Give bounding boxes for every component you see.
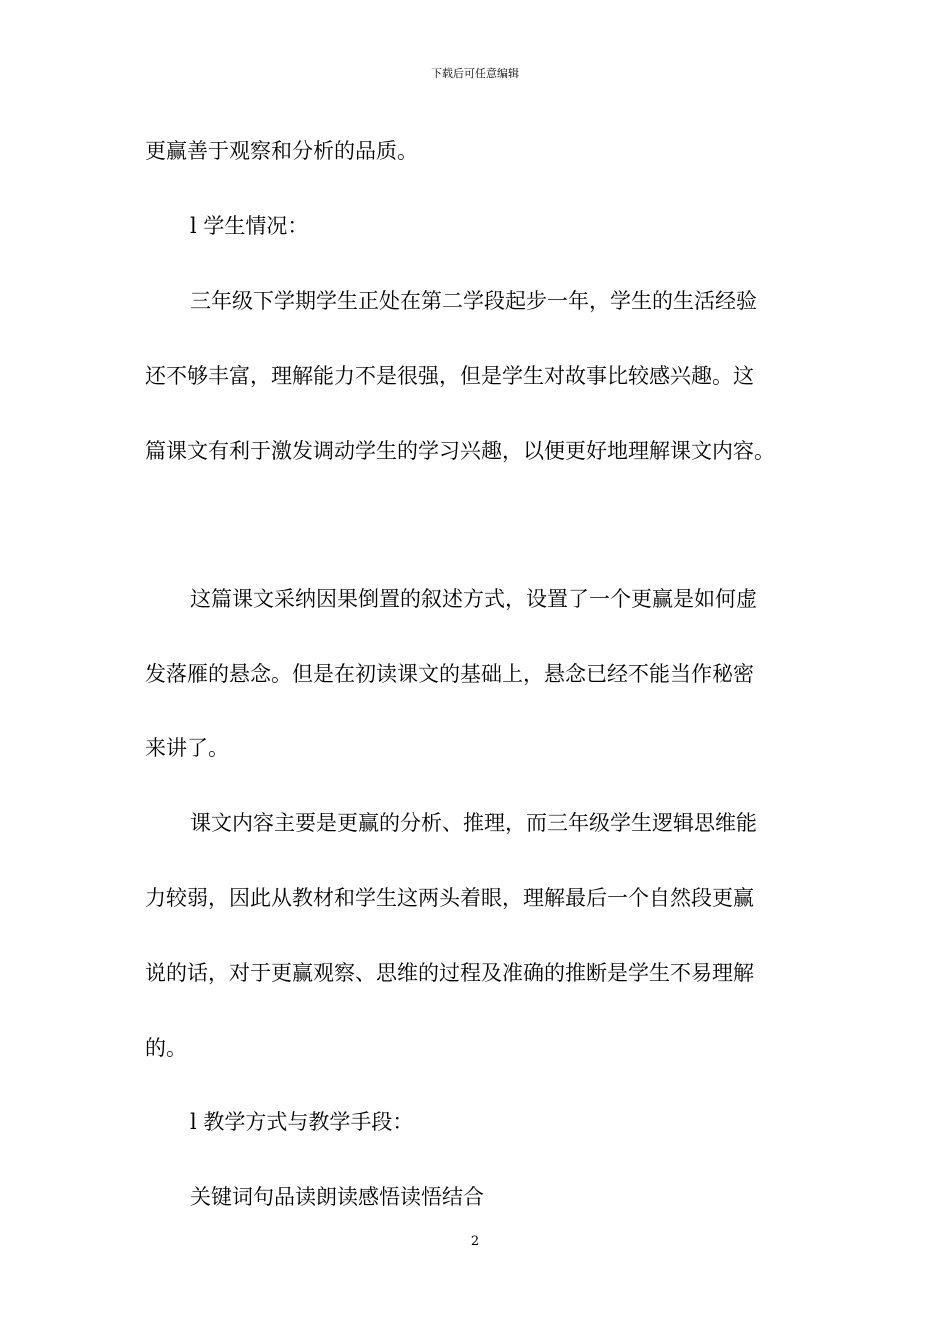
paragraph-line: 的。 xyxy=(145,1036,187,1060)
paragraph-line: 发落雁的悬念。但是在初读课文的基础上，悬念已经不能当作秘密 xyxy=(145,662,754,686)
paragraph-line: 说的话，对于更赢观察、思维的过程及准确的推断是学生不易理解 xyxy=(145,961,754,985)
paragraph-line: 还不够丰富，理解能力不是很强，但是学生对故事比较感兴趣。这 xyxy=(145,364,754,388)
paragraph-line: 三年级下学期学生正处在第二学段起步一年，学生的生活经验 xyxy=(190,289,757,313)
section-heading-student-situation: l 学生情况： xyxy=(190,214,309,238)
paragraph-line: 更赢善于观察和分析的品质。 xyxy=(145,139,418,163)
paragraph-line: 课文内容主要是更赢的分析、推理，而三年级学生逻辑思维能 xyxy=(190,811,757,835)
page-header-note: 下载后可任意编辑 xyxy=(431,67,519,80)
section-heading-teaching-methods: l 教学方式与教学手段： xyxy=(190,1110,414,1134)
paragraph-line: 这篇课文采纳因果倒置的叙述方式，设置了一个更赢是如何虚 xyxy=(190,587,757,611)
page-number: 2 xyxy=(470,1234,480,1249)
paragraph-line: 来讲了。 xyxy=(145,736,229,760)
paragraph-line: 关键词句品读朗读感悟读悟结合 xyxy=(190,1185,484,1209)
paragraph-line: 篇课文有利于激发调动学生的学习兴趣，以便更好地理解课文内容。 xyxy=(145,439,775,463)
paragraph-line: 力较弱，因此从教材和学生这两头着眼，理解最后一个自然段更赢 xyxy=(145,886,754,910)
